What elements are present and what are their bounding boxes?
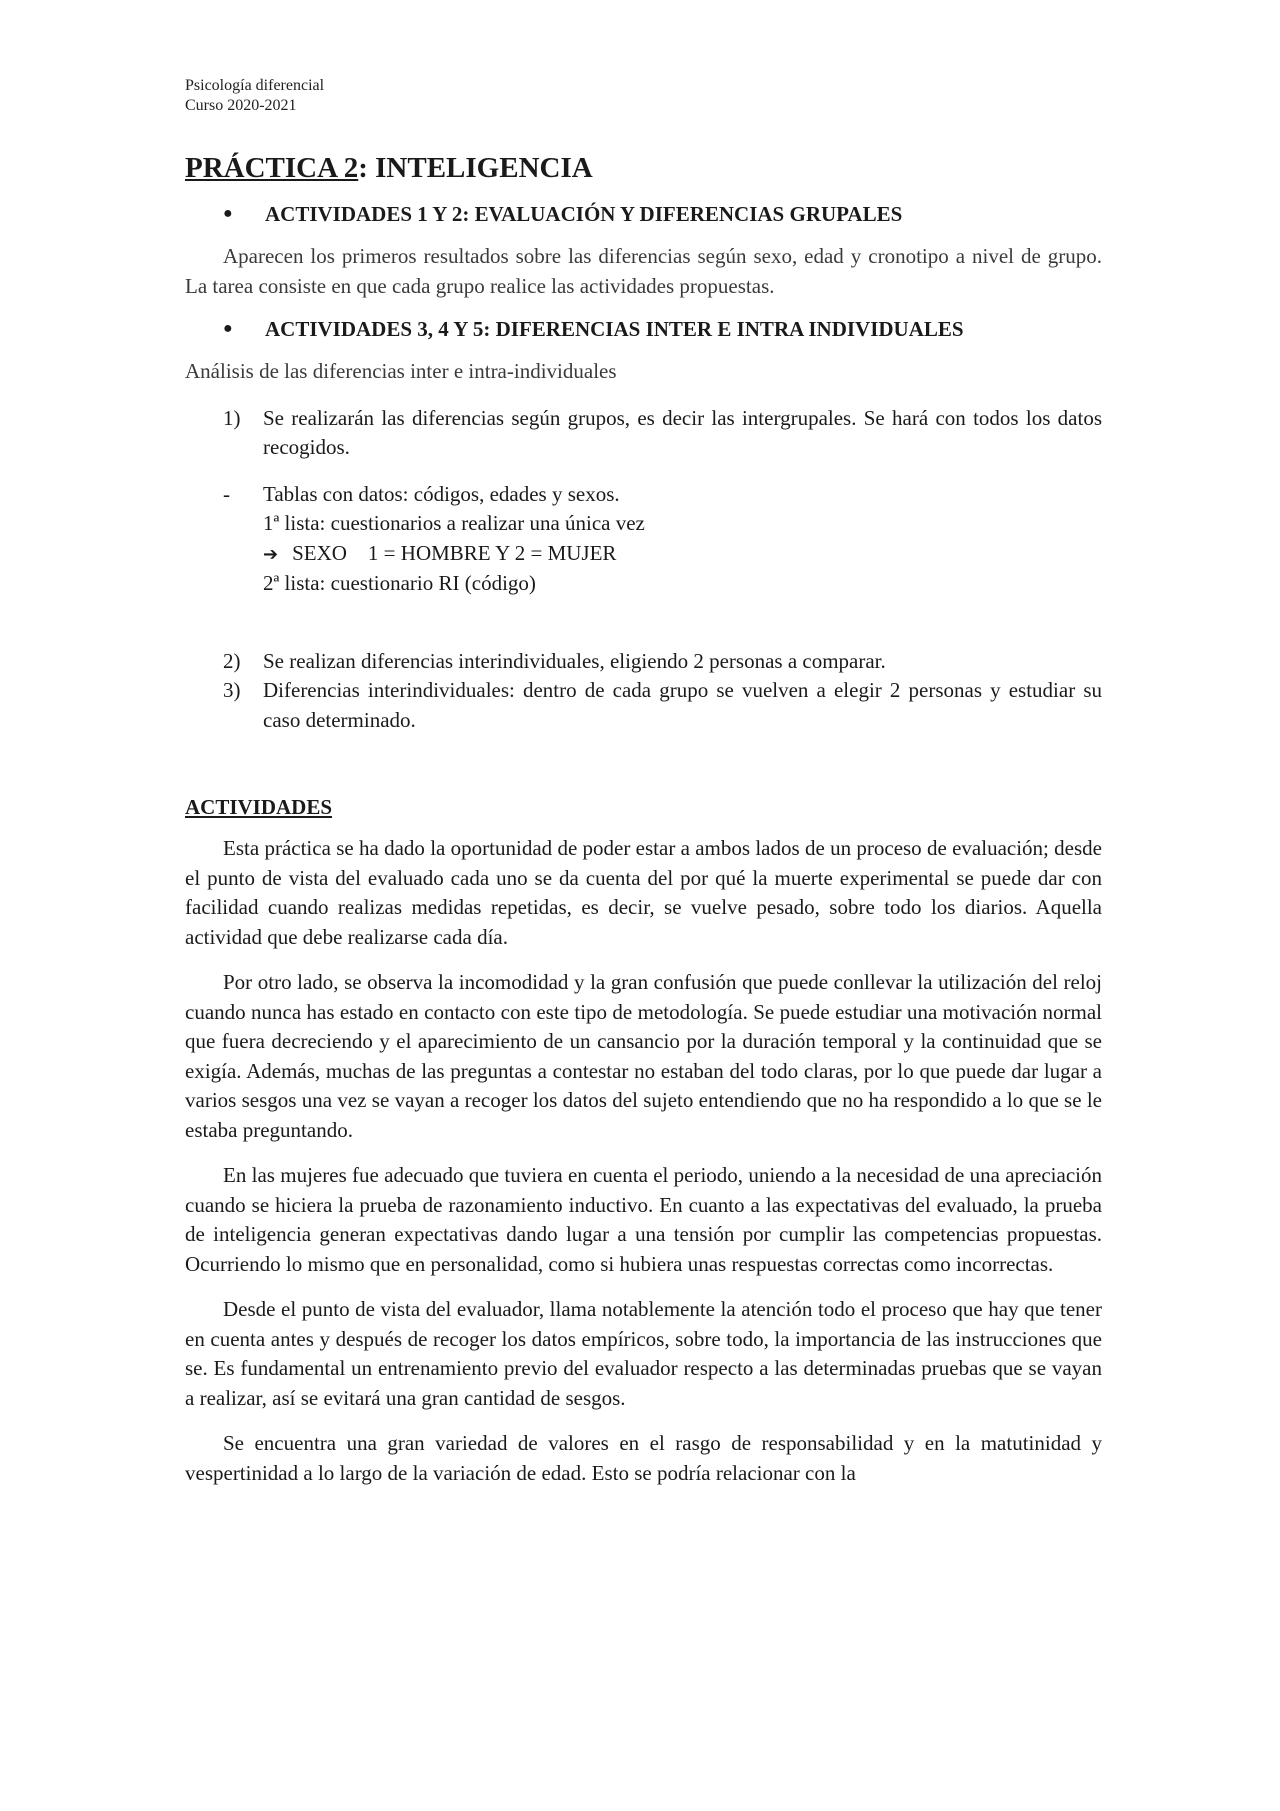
activities-paragraph: Se encuentra una gran variedad de valores en el rasgo de responsabilidad y en la matutinidad y vespertinidad a lo largo de la variación de edad. Esto se podría relacionar con la	[185, 1431, 1102, 1485]
activities-paragraph: Por otro lado, se observa la incomodidad y la gran confusión que puede conllevar la utilización del reloj cuando nunca has estado en contacto con este tipo de metodología. Se puede estudiar una motivación normal que fuera decreciendo y el aparecimiento de un cansancio por la duración temporal y la continuidad que se exigía. Además, muchas de las preguntas a contestar no estaban del todo claras, por lo que puede dar lugar a varios sesgos una vez se vayan a recoger los datos del sujeto entendiendo que no ha respondido a lo que se le estaba preguntando.	[185, 970, 1102, 1142]
dash-line-arrow	[263, 539, 1102, 570]
list-marker: 2)	[223, 648, 241, 673]
header-course-year: Curso 2020-2021	[185, 97, 297, 114]
page-header	[185, 76, 1102, 116]
section2-intro: Análisis de las diferencias inter e intra-individuales	[185, 359, 617, 383]
sex-code-text: SEXO 1 = HOMBRE Y 2 = MUJER	[292, 540, 617, 565]
dash-line: 2ª lista: cuestionario RI (código)	[263, 571, 536, 595]
list-marker: 1)	[223, 405, 241, 430]
bullet-icon: ●	[223, 205, 233, 222]
activities-paragraph: En las mujeres fue adecuado que tuviera en cuenta el periodo, uniendo a la necesidad de una apreciación cuando se hiciera la prueba de razonamiento inductivo. En cuanto a las expectativas del evaluado, la prueba de inteligencia generan expectativas dando lugar a una tensión por cumplir las competencias propuestas. Ocurriendo lo mismo que en personalidad, como si hubiera unas respuestas correctas como incorrectas.	[185, 1163, 1102, 1276]
title-underlined: PRÁCTICA 2	[185, 152, 359, 184]
arrow-right-icon: ➔	[263, 543, 279, 565]
section2-heading-text: ACTIVIDADES 3, 4 Y 5: DIFERENCIAS INTER E INTRA INDIVIDUALES	[265, 317, 964, 341]
title-rest: : INTELIGENCIA	[358, 152, 593, 184]
header-course-name: Psicología diferencial	[185, 77, 325, 94]
activities-paragraph: Esta práctica se ha dado la oportunidad de poder estar a ambos lados de un proceso de evaluación; desde el punto de vista del evaluado cada uno se da cuenta del por qué la muerte experimental se puede dar con facilidad cuando realizas medidas repetidas, es decir, se vuelve pesado, sobre todo los diarios. Aquella actividad que debe realizarse cada día.	[185, 836, 1102, 949]
activities-heading: ACTIVIDADES	[185, 795, 333, 819]
list-item	[185, 404, 1102, 463]
dash-line: Tablas con datos: códigos, edades y sexos.	[263, 481, 620, 506]
list-item-text: Se realizan diferencias interindividuales, eligiendo 2 personas a comparar.	[263, 648, 886, 673]
list-item	[185, 647, 1102, 677]
activities-paragraph: Desde el punto de vista del evaluador, llama notablemente la atención todo el proceso que hay que tener en cuenta antes y después de recoger los datos empíricos, sobre todo, la importancia de las instrucciones que se. Es fundamental un entrenamiento previo del evaluador respecto a las determinadas pruebas que se vayan a realizar, así se evitará una gran cantidad de sesgos.	[185, 1297, 1102, 1410]
dash-list-item	[185, 480, 1102, 599]
list-item	[185, 676, 1102, 735]
list-item-text: Diferencias interindividuales: dentro de cada grupo se vuelven a elegir 2 personas y estudiar su caso determinado.	[263, 678, 1102, 732]
section2-heading	[185, 315, 1102, 343]
section1-heading	[185, 200, 1102, 228]
bullet-icon: ●	[223, 320, 233, 337]
list-marker: 3)	[223, 678, 241, 702]
section1-paragraph: Aparecen los primeros resultados sobre las diferencias según sexo, edad y cronotipo a nivel de grupo. La tarea consiste en que cada grupo realice las actividades propuestas.	[185, 244, 1102, 298]
list-marker: -	[223, 481, 230, 506]
list-item-text: Se realizarán las diferencias según grupos, es decir las intergrupales. Se hará con todos los datos recogidos.	[263, 405, 1102, 459]
document-page	[185, 76, 1102, 1488]
section1-heading-text: ACTIVIDADES 1 Y 2: EVALUACIÓN Y DIFERENCIAS GRUPALES	[265, 202, 903, 226]
page-title	[185, 150, 1102, 186]
dash-line: 1ª lista: cuestionarios a realizar una única vez	[263, 511, 645, 535]
